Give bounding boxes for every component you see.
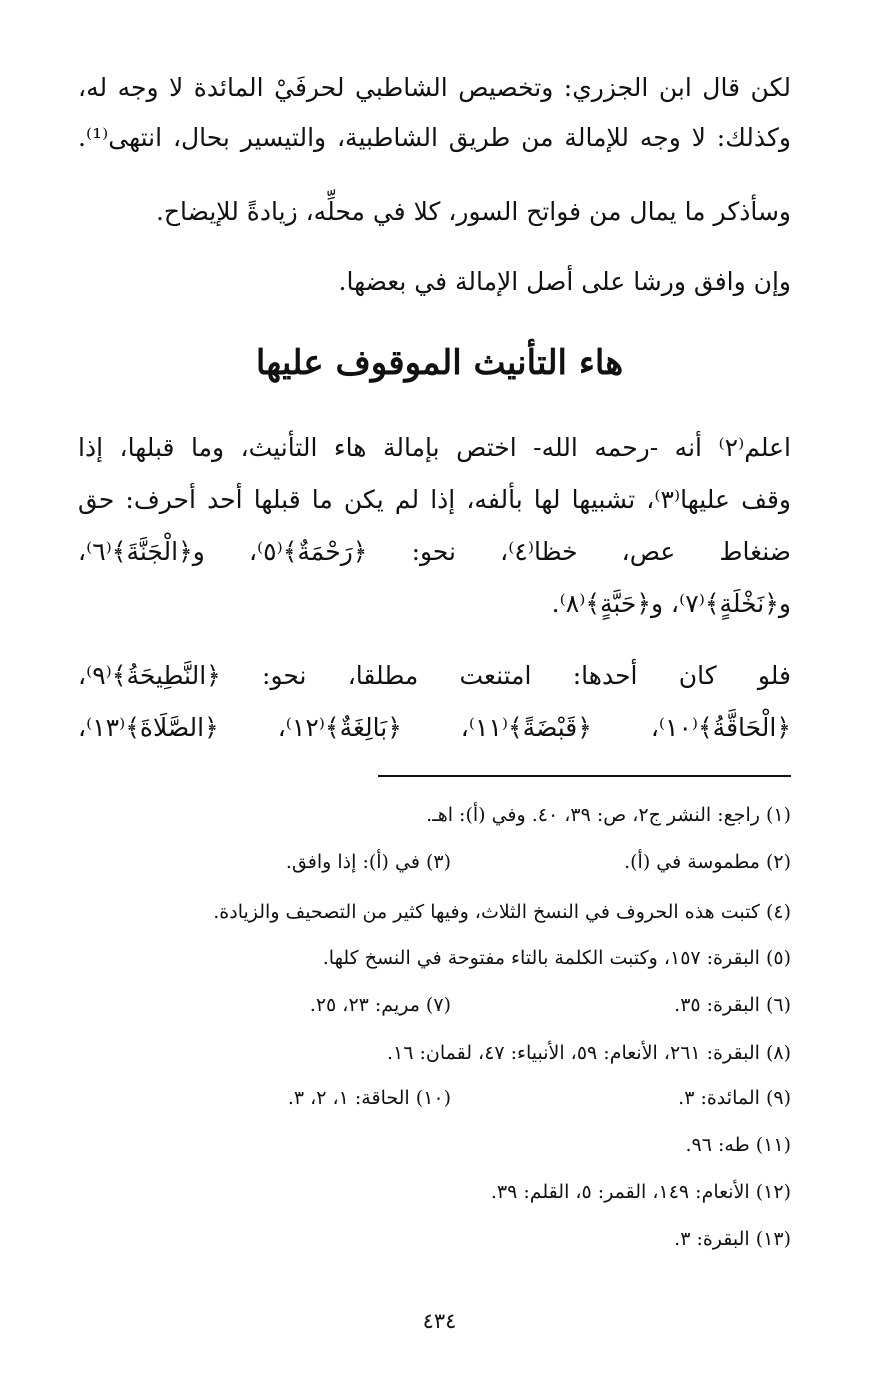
- footnote-row-6-7: [78, 990, 791, 1020]
- paragraph-4-line-4: و﴿نَخْلَةٍ﴾⁽٧⁾، و﴿حَبَّةٍ﴾⁽٨⁾.: [551, 589, 791, 618]
- page-number: ٤٣٤: [422, 1309, 457, 1333]
- paragraph-2: وسأذكر ما يمال من فواتح السور، كلا في محلِّه، زيادةً للإيضاح.: [155, 197, 791, 226]
- footnote-4: (٤) كتبت هذه الحروف في النسخ الثلاث، وفيها كثير من التصحيف والزيادة.: [213, 901, 791, 923]
- footnote-6: (٦) البقرة: ٣٥.: [674, 994, 791, 1016]
- footnote-9: (٩) المائدة: ٣.: [678, 1087, 791, 1109]
- footnote-row-2-3: [78, 847, 791, 877]
- footnote-13: (١٣) البقرة: ٣.: [674, 1228, 791, 1250]
- section-heading: هاء التأنيث الموقوف عليها: [255, 343, 624, 383]
- footnote-8: (٨) البقرة: ٢٦١، الأنعام: ٥٩، الأنبياء: ٤٧، لقمان: ١٦.: [386, 1042, 791, 1064]
- paragraph-1-line-2: وكذلك: لا وجه للإمالة من طريق الشاطبية، والتيسير بحال، انتهى⁽¹⁾.: [78, 123, 791, 152]
- footnote-12: (١٢) الأنعام: ١٤٩، القمر: ٥، القلم: ٣٩.: [490, 1181, 791, 1203]
- footnote-7: (٧) مريم: ٢٣، ٢٥.: [309, 994, 451, 1016]
- footnote-10: (١٠) الحاقة: ١، ٢، ٣.: [287, 1087, 451, 1109]
- footnote-11: (١١) طه: ٩٦.: [685, 1134, 791, 1156]
- footnote-2: (٢) مطموسة في (أ).: [624, 851, 791, 873]
- paragraph-5-line-1: فلو كان أحدها: امتنعت مطلقا، نحو: ﴿النَّطِيحَةُ﴾⁽٩⁾،: [78, 661, 791, 690]
- footnote-5: (٥) البقرة: ١٥٧، وكتبت الكلمة بالتاء مفتوحة في النسخ كلها.: [322, 947, 791, 969]
- paragraph-4-line-1: اعلم⁽٢⁾ أنه -رحمه الله- اختص بإمالة هاء التأنيث، وما قبلها، إذا: [78, 433, 791, 462]
- footnote-3: (٣) في (أ): إذا وافق.: [285, 851, 451, 873]
- footnote-row-9-10: [78, 1083, 791, 1113]
- paragraph-5-line-2: ﴿الْحَاقَّةُ﴾⁽١٠⁾، ﴿قَبْضَةً﴾⁽١١⁾، ﴿بَالِغَةٌ﴾⁽١٢⁾، ﴿الصَّلَاةَ﴾⁽١٣⁾،: [78, 713, 791, 742]
- paragraph-3: وإن وافق ورشا على أصل الإمالة في بعضها.: [338, 267, 791, 296]
- footnote-separator: [378, 775, 791, 777]
- paragraph-4-line-2: وقف عليها⁽٣⁾، تشبيها لها بألفه، إذا لم يكن ما قبلها أحد أحرف: حق: [78, 485, 791, 514]
- paragraph-4-line-3: ضنغاط عص، خظا⁽٤⁾، نحو: ﴿رَحْمَةٌ﴾⁽٥⁾، و﴿الْجَنَّةَ﴾⁽٦⁾،: [78, 537, 792, 566]
- paragraph-1-line-1: لكن قال ابن الجزري: وتخصيص الشاطبي لحرفَيْ المائدة لا وجه له،: [78, 73, 791, 102]
- footnote-1: (١) راجع: النشر ج٢، ص: ٣٩، ٤٠. وفي (أ): اهـ.: [426, 804, 791, 826]
